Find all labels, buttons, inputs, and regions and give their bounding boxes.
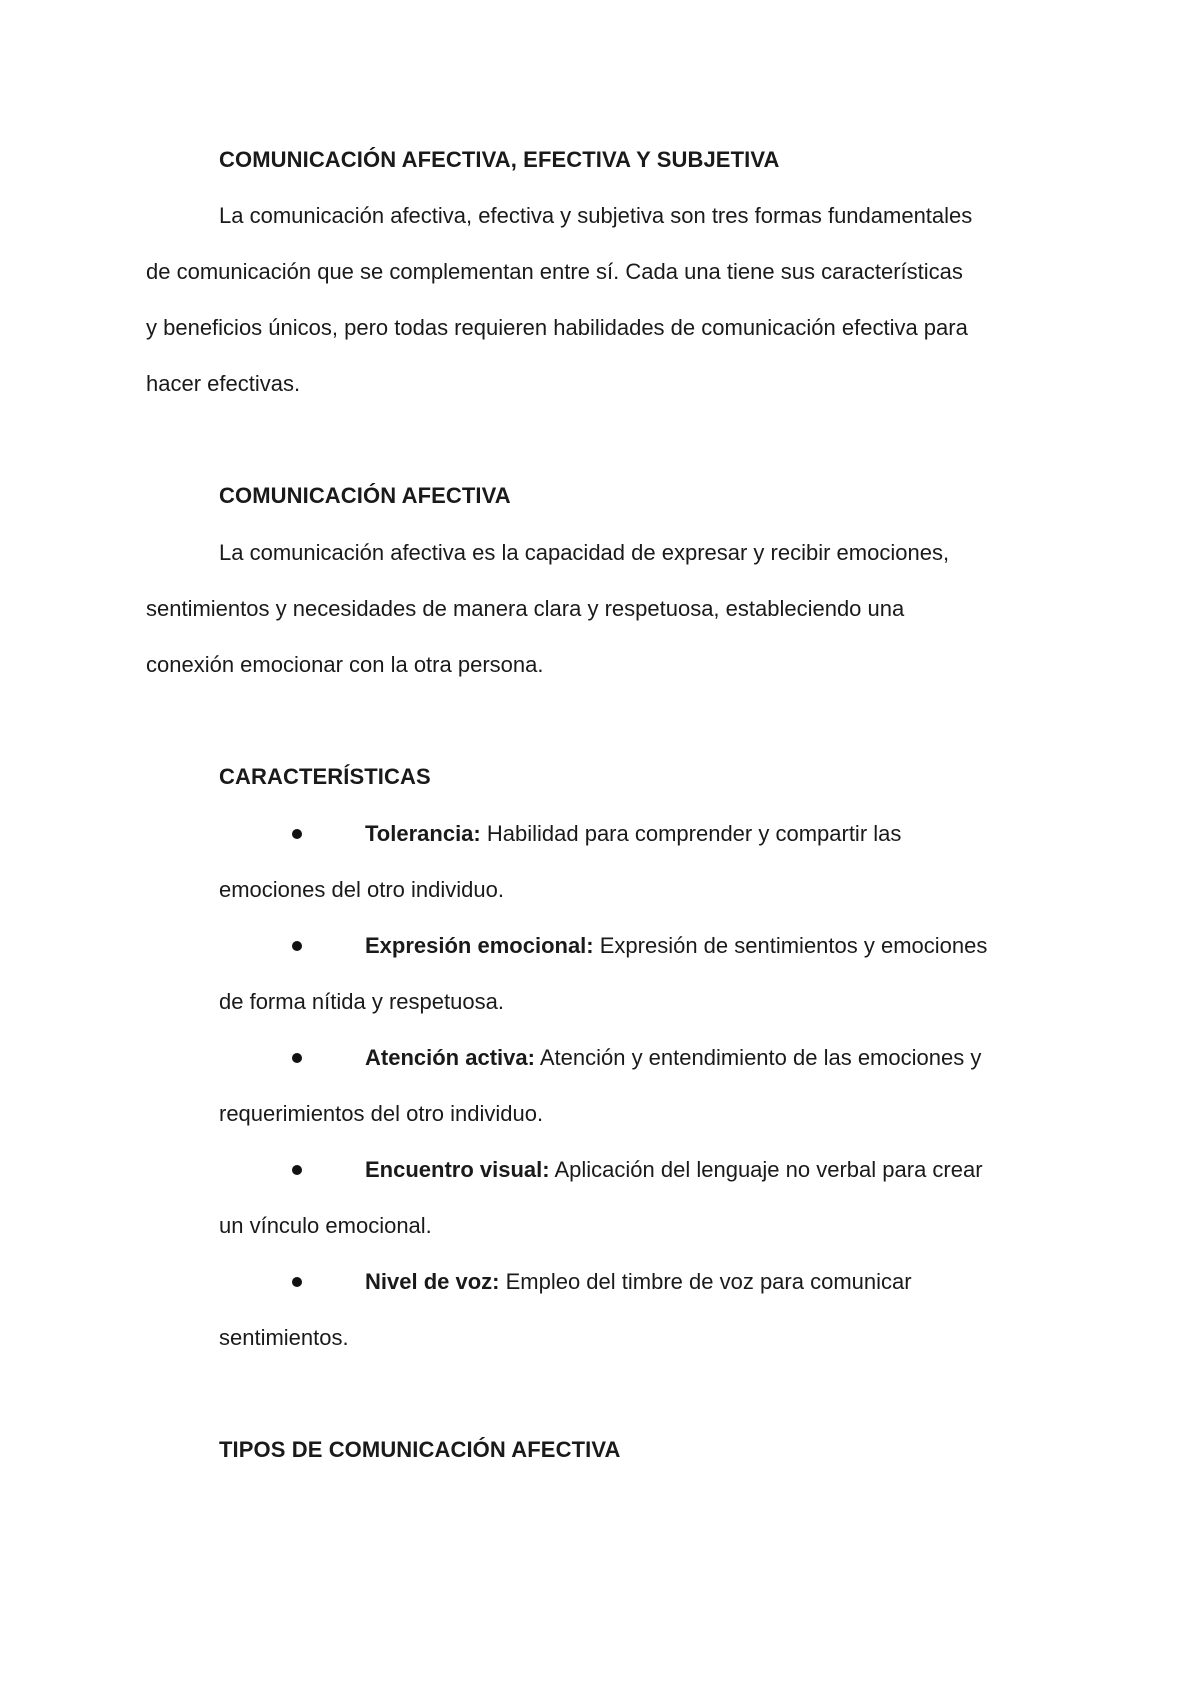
item-term: Tolerancia: [365, 821, 481, 846]
section-heading-tipos: TIPOS DE COMUNICACIÓN AFECTIVA [219, 1437, 621, 1462]
afectiva-line: conexión emocionar con la otra persona. [146, 652, 544, 677]
item-term: Encuentro visual: [365, 1157, 550, 1182]
afectiva-paragraph [146, 525, 1056, 693]
item-description-continued: emociones del otro individuo. [219, 877, 504, 902]
section-heading-caracteristicas: CARACTERÍSTICAS [219, 764, 431, 789]
document-title: COMUNICACIÓN AFECTIVA, EFECTIVA Y SUBJETIVA [219, 147, 780, 172]
item-description-continued: de forma nítida y respetuosa. [219, 989, 504, 1014]
intro-line: y beneficios únicos, pero todas requieren habilidades de comunicación efectiva para [146, 315, 968, 340]
item-description: Aplicación del lenguaje no verbal para crear [549, 1157, 983, 1182]
bullet-icon [292, 829, 302, 839]
item-description: Atención y entendimiento de las emociones y [534, 1045, 982, 1070]
item-term: Nivel de voz: [365, 1269, 500, 1294]
item-description: Habilidad para comprender y compartir las [480, 821, 902, 846]
afectiva-line: sentimientos y necesidades de manera clara y respetuosa, estableciendo una [146, 596, 905, 621]
list-item [219, 806, 1059, 918]
item-description: Empleo del timbre de voz para comunicar [499, 1269, 912, 1294]
bullet-icon [292, 941, 302, 951]
list-item [219, 1142, 1059, 1254]
section-heading-afectiva: COMUNICACIÓN AFECTIVA [219, 483, 511, 508]
item-term: Expresión emocional: [365, 933, 594, 958]
afectiva-line: La comunicación afectiva es la capacidad de expresar y recibir emociones, [219, 540, 950, 565]
bullet-icon [292, 1165, 302, 1175]
item-term: Atención activa: [365, 1045, 535, 1070]
bullet-icon [292, 1053, 302, 1063]
item-description-continued: un vínculo emocional. [219, 1213, 432, 1238]
intro-paragraph [146, 188, 1056, 412]
bullet-icon [292, 1277, 302, 1287]
intro-line: La comunicación afectiva, efectiva y subjetiva son tres formas fundamentales [219, 203, 973, 228]
item-description-continued: requerimientos del otro individuo. [219, 1101, 544, 1126]
intro-line: hacer efectivas. [146, 371, 301, 396]
item-description: Expresión de sentimientos y emociones [593, 933, 988, 958]
list-item [219, 1030, 1059, 1142]
list-item [219, 918, 1059, 1030]
list-item [219, 1254, 1059, 1366]
intro-line: de comunicación que se complementan entre sí. Cada una tiene sus características [146, 259, 963, 284]
item-description-continued: sentimientos. [219, 1325, 349, 1350]
